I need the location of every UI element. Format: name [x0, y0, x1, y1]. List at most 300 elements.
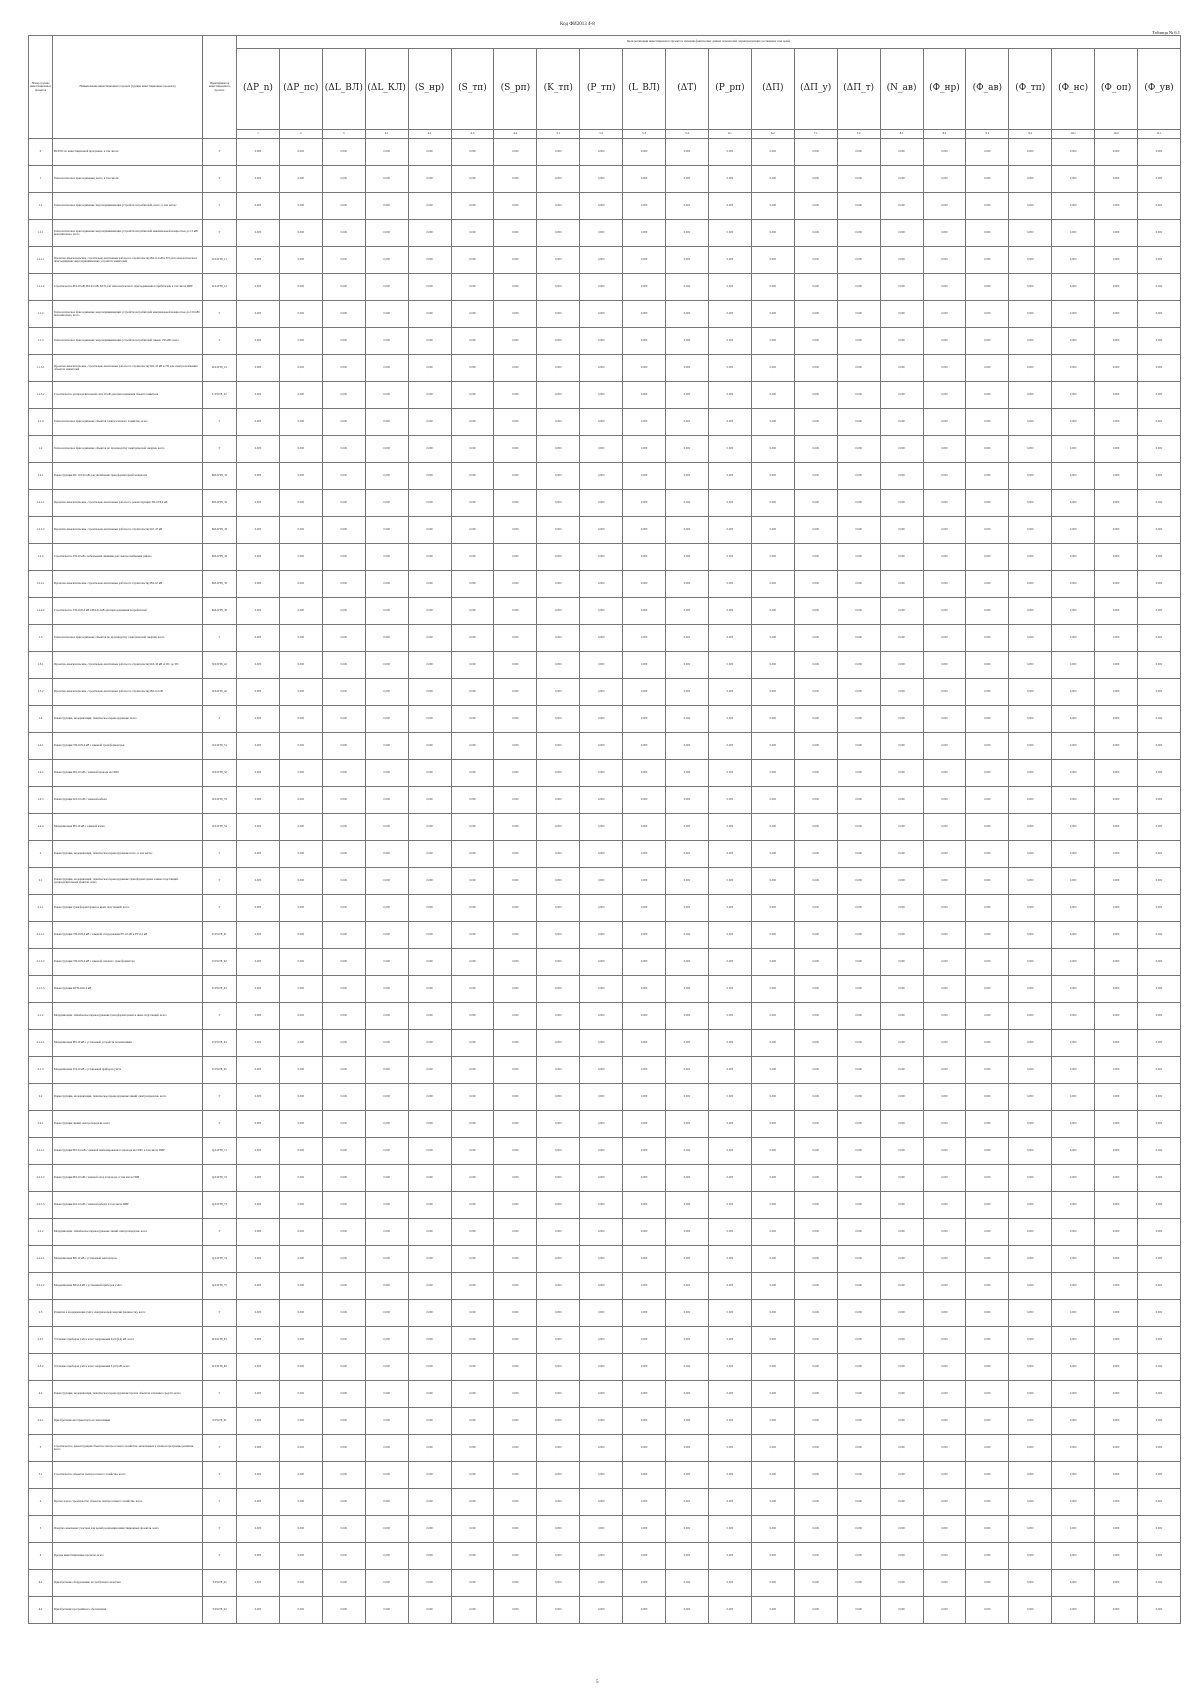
- indicator-value: 0,000: [751, 1300, 794, 1327]
- indicator-value: 0,000: [1052, 355, 1095, 382]
- indicator-value: 0,000: [322, 1003, 365, 1030]
- indicator-value: 0,000: [365, 490, 408, 517]
- indicator-value: 0,000: [451, 1246, 494, 1273]
- indicator-value: 0,000: [666, 490, 709, 517]
- indicator-value: 0,000: [322, 679, 365, 706]
- indicator-value: 0,000: [751, 679, 794, 706]
- indicator-value: 0,000: [837, 679, 880, 706]
- indicator-value: 0,000: [1138, 652, 1181, 679]
- indicator-value: 0,000: [666, 949, 709, 976]
- indicator-value: 0,000: [537, 463, 580, 490]
- indicator-value: 0,000: [1138, 868, 1181, 895]
- row-number: 4: [29, 1489, 53, 1516]
- table-row: [29, 274, 1181, 301]
- indicator-value: 0,000: [279, 1597, 322, 1624]
- indicator-value: 0,000: [923, 274, 966, 301]
- row-number: 1.1.3.1: [29, 355, 53, 382]
- indicator-value: 0,000: [365, 841, 408, 868]
- indicator-value: 0,000: [923, 1219, 966, 1246]
- indicator-value: 0,000: [1009, 1273, 1052, 1300]
- indicator-value: 0,000: [580, 625, 623, 652]
- indicator-value: 0,000: [966, 1111, 1009, 1138]
- indicator-value: 0,000: [408, 598, 451, 625]
- indicator-value: 0,000: [923, 1084, 966, 1111]
- indicator-value: 0,000: [279, 1030, 322, 1057]
- indicator-value: 0,000: [451, 328, 494, 355]
- indicator-value: 0,000: [1052, 1597, 1095, 1624]
- indicator-value: 0,000: [1095, 1138, 1138, 1165]
- indicator-value: 0,000: [1095, 760, 1138, 787]
- indicator-value: 0,000: [408, 1327, 451, 1354]
- indicator-value: 0,000: [837, 139, 880, 166]
- indicator-value: 0,000: [623, 733, 666, 760]
- indicator-value: 0,000: [1052, 625, 1095, 652]
- indicator-value: 0,000: [1138, 409, 1181, 436]
- indicator-value: 0,000: [966, 598, 1009, 625]
- indicator-value: 0,000: [1009, 1354, 1052, 1381]
- indicator-value: 0,000: [494, 598, 537, 625]
- indicator-value: 0,000: [537, 1273, 580, 1300]
- indicator-value: 0,000: [751, 652, 794, 679]
- indicator-value: 0,000: [623, 193, 666, 220]
- indicator-value: 0,000: [751, 1057, 794, 1084]
- indicator-value: 0,000: [708, 1408, 751, 1435]
- indicator-value: 0,000: [365, 679, 408, 706]
- indicator-value: 0,000: [708, 1138, 751, 1165]
- indicator-value: 0,000: [794, 382, 837, 409]
- indicator-value: 0,000: [1095, 1408, 1138, 1435]
- indicator-symbol: (N_ав): [880, 49, 923, 130]
- indicator-value: 0,000: [966, 895, 1009, 922]
- indicator-value: 0,000: [408, 1570, 451, 1597]
- indicator-value: 0,000: [666, 787, 709, 814]
- indicator-value: 0,000: [537, 949, 580, 976]
- indicator-value: 0,000: [666, 436, 709, 463]
- indicator-value: 0,000: [365, 1138, 408, 1165]
- indicator-value: 0,000: [666, 247, 709, 274]
- indicator-value: 0,000: [580, 1084, 623, 1111]
- indicator-value: 0,000: [751, 1273, 794, 1300]
- indicator-value: 0,000: [279, 1003, 322, 1030]
- indicator-value: 0,000: [322, 571, 365, 598]
- indicator-value: 0,000: [708, 868, 751, 895]
- indicator-value: 0,000: [751, 193, 794, 220]
- indicator-value: 0,000: [279, 1516, 322, 1543]
- project-name: Проектно-изыскательские, строительно-монтажные работы по строительству КЛ-10 кВ: [53, 517, 203, 544]
- indicator-value: 0,000: [1009, 1543, 1052, 1570]
- table-row: [29, 193, 1181, 220]
- indicator-value: 0,000: [494, 1057, 537, 1084]
- project-id: M/LWT8_32: [203, 490, 237, 517]
- indicator-value: 0,000: [494, 949, 537, 976]
- indicator-value: 0,000: [1095, 193, 1138, 220]
- indicator-value: 0,000: [1009, 436, 1052, 463]
- indicator-value: 0,000: [580, 1246, 623, 1273]
- indicator-value: 0,000: [1009, 1219, 1052, 1246]
- indicator-value: 0,000: [794, 949, 837, 976]
- indicator-value: 0,000: [708, 760, 751, 787]
- column-number: 11.1: [1138, 130, 1181, 139]
- indicator-value: 0,000: [1138, 1138, 1181, 1165]
- indicator-value: 0,000: [794, 1246, 837, 1273]
- indicator-value: 0,000: [408, 895, 451, 922]
- indicator-value: 0,000: [666, 1192, 709, 1219]
- indicator-value: 0,000: [794, 490, 837, 517]
- indicator-value: 0,000: [580, 409, 623, 436]
- indicator-value: 0,000: [794, 409, 837, 436]
- indicator-value: 0,000: [923, 1597, 966, 1624]
- indicator-value: 0,000: [237, 571, 280, 598]
- indicator-value: 0,000: [1138, 544, 1181, 571]
- indicator-value: 0,000: [1009, 895, 1052, 922]
- project-id: S/LWT8_91: [203, 1408, 237, 1435]
- indicator-value: 0,000: [794, 328, 837, 355]
- indicator-value: 0,000: [623, 463, 666, 490]
- indicator-value: 0,000: [408, 868, 451, 895]
- indicator-value: 0,000: [666, 868, 709, 895]
- indicator-value: 0,000: [880, 895, 923, 922]
- indicator-value: 0,000: [1095, 598, 1138, 625]
- indicator-value: 0,000: [837, 1489, 880, 1516]
- indicator-value: 0,000: [1138, 247, 1181, 274]
- indicator-value: 0,000: [623, 814, 666, 841]
- project-name: Реконструкция, модернизация, техническое перевооружение прочих объектов основных средств, всего: [53, 1381, 203, 1408]
- column-number: 5.3: [623, 130, 666, 139]
- indicator-value: 0,000: [794, 301, 837, 328]
- indicator-value: 0,000: [279, 1057, 322, 1084]
- indicator-value: 0,000: [708, 787, 751, 814]
- indicator-value: 0,000: [751, 382, 794, 409]
- indicator-value: 0,000: [408, 1516, 451, 1543]
- indicator-value: 0,000: [623, 436, 666, 463]
- indicator-value: 0,000: [365, 274, 408, 301]
- indicator-value: 0,000: [408, 355, 451, 382]
- project-id: T/LWT8_02: [203, 1597, 237, 1624]
- indicator-value: 0,000: [708, 1084, 751, 1111]
- indicator-value: 0,000: [794, 544, 837, 571]
- indicator-value: 0,000: [880, 1138, 923, 1165]
- indicator-value: 0,000: [537, 976, 580, 1003]
- indicator-value: 0,000: [708, 220, 751, 247]
- indicator-value: 0,000: [451, 301, 494, 328]
- indicator-value: 0,000: [966, 1165, 1009, 1192]
- indicator-value: 0,000: [623, 1273, 666, 1300]
- indicator-value: 0,000: [237, 733, 280, 760]
- project-id: K/LWT8_21: [203, 355, 237, 382]
- indicator-value: 0,000: [580, 760, 623, 787]
- project-name: Приобретение автотранспорта и спецтехники: [53, 1408, 203, 1435]
- row-number: 2.2.2.2: [29, 1273, 53, 1300]
- indicator-value: 0,000: [880, 679, 923, 706]
- indicator-value: 0,000: [623, 841, 666, 868]
- indicator-value: 0,000: [237, 382, 280, 409]
- row-number: 1.4.2: [29, 760, 53, 787]
- indicator-value: 0,000: [1009, 1057, 1052, 1084]
- indicator-value: 0,000: [880, 301, 923, 328]
- row-number: 2.1.3: [29, 1057, 53, 1084]
- indicator-value: 0,000: [880, 1273, 923, 1300]
- project-name: Приобретение программного обеспечения: [53, 1597, 203, 1624]
- indicator-value: 0,000: [365, 220, 408, 247]
- indicator-value: 0,000: [537, 814, 580, 841]
- indicator-value: 0,000: [1009, 976, 1052, 1003]
- indicator-value: 0,000: [751, 1516, 794, 1543]
- indicator-value: 0,000: [580, 1057, 623, 1084]
- table-row: [29, 382, 1181, 409]
- project-id: Г: [203, 166, 237, 193]
- indicator-value: 0,000: [279, 1462, 322, 1489]
- indicator-value: 0,000: [408, 1192, 451, 1219]
- indicator-value: 0,000: [966, 868, 1009, 895]
- indicator-value: 0,000: [237, 328, 280, 355]
- row-number: 2.1.2: [29, 1003, 53, 1030]
- indicator-value: 0,000: [1009, 517, 1052, 544]
- indicator-value: 0,000: [751, 166, 794, 193]
- indicator-value: 0,000: [322, 1435, 365, 1462]
- row-number: 1.2.2.2: [29, 598, 53, 625]
- row-number: 6.1: [29, 1570, 53, 1597]
- indicator-value: 0,000: [1009, 1165, 1052, 1192]
- indicator-value: 0,000: [322, 1030, 365, 1057]
- indicator-value: 0,000: [880, 1354, 923, 1381]
- indicator-value: 0,000: [666, 1435, 709, 1462]
- indicator-value: 0,000: [966, 517, 1009, 544]
- indicator-value: 0,000: [279, 733, 322, 760]
- project-id: Q/LWT8_75: [203, 1273, 237, 1300]
- indicator-value: 0,000: [408, 436, 451, 463]
- indicator-value: 0,000: [580, 1408, 623, 1435]
- indicator-value: 0,000: [837, 1543, 880, 1570]
- indicator-value: 0,000: [494, 1111, 537, 1138]
- row-number: 2.3: [29, 1300, 53, 1327]
- project-name: Реконструкция ПС 110/10 кВ для увеличения трансформаторной мощности: [53, 463, 203, 490]
- indicator-value: 0,000: [279, 706, 322, 733]
- indicator-value: 0,000: [837, 1516, 880, 1543]
- indicator-value: 0,000: [1095, 1327, 1138, 1354]
- indicator-value: 0,000: [623, 355, 666, 382]
- project-name: Модернизация ТП-10 кВ с установкой приборов учёта: [53, 1057, 203, 1084]
- indicator-value: 0,000: [751, 1543, 794, 1570]
- table-row: [29, 598, 1181, 625]
- indicator-value: 0,000: [751, 274, 794, 301]
- table-row: [29, 1462, 1181, 1489]
- table-row: [29, 166, 1181, 193]
- project-name: Технологическое присоединение объектов по производству электрической энергии, всего: [53, 436, 203, 463]
- project-id: O/LWT8_52: [203, 760, 237, 787]
- indicator-value: 0,000: [580, 436, 623, 463]
- indicator-value: 0,000: [880, 1084, 923, 1111]
- indicator-value: 0,000: [966, 274, 1009, 301]
- indicator-value: 0,000: [751, 1462, 794, 1489]
- indicator-value: 0,000: [708, 409, 751, 436]
- indicator-value: 0,000: [623, 1192, 666, 1219]
- indicator-value: 0,000: [494, 1138, 537, 1165]
- indicator-value: 0,000: [580, 733, 623, 760]
- indicator-value: 0,000: [237, 1192, 280, 1219]
- indicator-value: 0,000: [880, 733, 923, 760]
- indicator-value: 0,000: [1138, 1381, 1181, 1408]
- indicator-value: 0,000: [408, 571, 451, 598]
- indicator-value: 0,000: [794, 1111, 837, 1138]
- indicator-value: 0,000: [322, 544, 365, 571]
- indicator-value: 0,000: [537, 1138, 580, 1165]
- indicator-value: 0,000: [580, 1300, 623, 1327]
- indicator-value: 0,000: [279, 841, 322, 868]
- indicator-value: 0,000: [1009, 679, 1052, 706]
- indicator-value: 0,000: [451, 895, 494, 922]
- indicator-value: 0,000: [365, 814, 408, 841]
- indicator-value: 0,000: [623, 760, 666, 787]
- row-number: 2.2.1.2: [29, 1165, 53, 1192]
- indicator-value: 0,000: [580, 814, 623, 841]
- indicator-value: 0,000: [794, 922, 837, 949]
- indicator-value: 0,000: [580, 517, 623, 544]
- row-number: 1.3: [29, 625, 53, 652]
- indicator-symbol: (Ф_ув): [1138, 49, 1181, 130]
- row-number: 1.2: [29, 436, 53, 463]
- indicator-value: 0,000: [623, 571, 666, 598]
- indicator-value: 0,000: [880, 274, 923, 301]
- indicator-value: 0,000: [794, 463, 837, 490]
- indicator-value: 0,000: [537, 922, 580, 949]
- indicator-value: 0,000: [494, 571, 537, 598]
- indicator-value: 0,000: [623, 1003, 666, 1030]
- indicator-value: 0,000: [966, 1003, 1009, 1030]
- indicator-value: 0,000: [751, 571, 794, 598]
- indicator-value: 0,000: [408, 679, 451, 706]
- indicator-value: 0,000: [751, 706, 794, 733]
- indicator-value: 0,000: [1138, 355, 1181, 382]
- indicator-value: 0,000: [322, 733, 365, 760]
- indicator-value: 0,000: [537, 490, 580, 517]
- indicator-value: 0,000: [279, 220, 322, 247]
- indicator-value: 0,000: [365, 895, 408, 922]
- indicator-value: 0,000: [408, 1165, 451, 1192]
- indicator-value: 0,000: [708, 1219, 751, 1246]
- indicator-value: 0,000: [923, 382, 966, 409]
- indicator-value: 0,000: [365, 1273, 408, 1300]
- indicator-value: 0,000: [322, 1597, 365, 1624]
- indicator-value: 0,000: [1052, 1489, 1095, 1516]
- table-row: [29, 1327, 1181, 1354]
- indicator-value: 0,000: [794, 193, 837, 220]
- indicator-value: 0,000: [408, 301, 451, 328]
- table-row: [29, 1138, 1181, 1165]
- indicator-value: 0,000: [837, 517, 880, 544]
- indicator-value: 0,000: [837, 1354, 880, 1381]
- indicator-value: 0,000: [408, 1435, 451, 1462]
- indicator-value: 0,000: [494, 463, 537, 490]
- indicator-value: 0,000: [279, 436, 322, 463]
- indicator-value: 0,000: [237, 220, 280, 247]
- indicator-value: 0,000: [708, 490, 751, 517]
- indicator-value: 0,000: [537, 571, 580, 598]
- indicator-value: 0,000: [1138, 598, 1181, 625]
- indicator-value: 0,000: [1009, 760, 1052, 787]
- indicator-value: 0,000: [1138, 895, 1181, 922]
- indicator-value: 0,000: [751, 760, 794, 787]
- indicator-value: 0,000: [237, 436, 280, 463]
- indicator-value: 0,000: [1052, 1192, 1095, 1219]
- indicator-value: 0,000: [923, 841, 966, 868]
- indicator-symbol: (Ф_нс): [1052, 49, 1095, 130]
- indicator-value: 0,000: [237, 895, 280, 922]
- indicator-value: 0,000: [1052, 1057, 1095, 1084]
- indicator-value: 0,000: [751, 868, 794, 895]
- indicator-value: 0,000: [923, 1408, 966, 1435]
- indicator-value: 0,000: [580, 652, 623, 679]
- project-id: M/LWT8_33: [203, 517, 237, 544]
- indicator-value: 0,000: [708, 301, 751, 328]
- indicator-value: 0,000: [966, 355, 1009, 382]
- indicator-value: 0,000: [451, 1111, 494, 1138]
- indicator-value: 0,000: [623, 1435, 666, 1462]
- indicator-value: 0,000: [623, 517, 666, 544]
- indicator-value: 0,000: [966, 1408, 1009, 1435]
- indicator-value: 0,000: [451, 1489, 494, 1516]
- project-id: M/LWT8_31: [203, 463, 237, 490]
- indicator-value: 0,000: [966, 1597, 1009, 1624]
- indicator-value: 0,000: [1095, 1435, 1138, 1462]
- indicator-value: 0,000: [837, 598, 880, 625]
- indicator-value: 0,000: [666, 1219, 709, 1246]
- indicator-value: 0,000: [837, 382, 880, 409]
- indicator-value: 0,000: [279, 1084, 322, 1111]
- indicator-value: 0,000: [666, 1597, 709, 1624]
- indicator-value: 0,000: [580, 1597, 623, 1624]
- indicator-value: 0,000: [751, 1354, 794, 1381]
- indicator-value: 0,000: [322, 1111, 365, 1138]
- indicator-value: 0,000: [666, 1300, 709, 1327]
- project-id: Г: [203, 625, 237, 652]
- indicator-value: 0,000: [1095, 139, 1138, 166]
- indicator-value: 0,000: [408, 1219, 451, 1246]
- indicator-value: 0,000: [279, 1300, 322, 1327]
- row-number: 1.4.1: [29, 733, 53, 760]
- indicator-value: 0,000: [1052, 787, 1095, 814]
- indicator-value: 0,000: [1052, 1138, 1095, 1165]
- indicator-value: 0,000: [365, 247, 408, 274]
- indicator-value: 0,000: [1095, 949, 1138, 976]
- project-name: Модернизация РП-10 кВ с заменой ячеек: [53, 814, 203, 841]
- indicator-value: 0,000: [751, 922, 794, 949]
- indicator-value: 0,000: [1052, 517, 1095, 544]
- indicator-value: 0,000: [794, 1354, 837, 1381]
- project-name: Строительство РП-10 кВ с кабельными линиями для электроснабжения района: [53, 544, 203, 571]
- indicator-value: 0,000: [279, 922, 322, 949]
- indicator-value: 0,000: [451, 841, 494, 868]
- project-id: N/LWT8_41: [203, 652, 237, 679]
- indicator-value: 0,000: [837, 1246, 880, 1273]
- indicator-value: 0,000: [237, 1273, 280, 1300]
- indicator-value: 0,000: [279, 814, 322, 841]
- indicator-value: 0,000: [623, 679, 666, 706]
- indicator-value: 0,000: [1009, 544, 1052, 571]
- indicator-value: 0,000: [1052, 1516, 1095, 1543]
- project-id: M/LWT8_36: [203, 598, 237, 625]
- indicator-value: 0,000: [408, 544, 451, 571]
- indicator-value: 0,000: [237, 517, 280, 544]
- indicator-value: 0,000: [408, 1408, 451, 1435]
- indicator-value: 0,000: [494, 1003, 537, 1030]
- indicator-value: 0,000: [623, 1327, 666, 1354]
- column-header: Идентификатор инвестиционного проекта: [203, 36, 237, 139]
- indicator-value: 0,000: [580, 1543, 623, 1570]
- indicator-value: 0,000: [837, 814, 880, 841]
- indicator-value: 0,000: [279, 598, 322, 625]
- indicator-value: 0,000: [1138, 1192, 1181, 1219]
- indicator-value: 0,000: [1095, 814, 1138, 841]
